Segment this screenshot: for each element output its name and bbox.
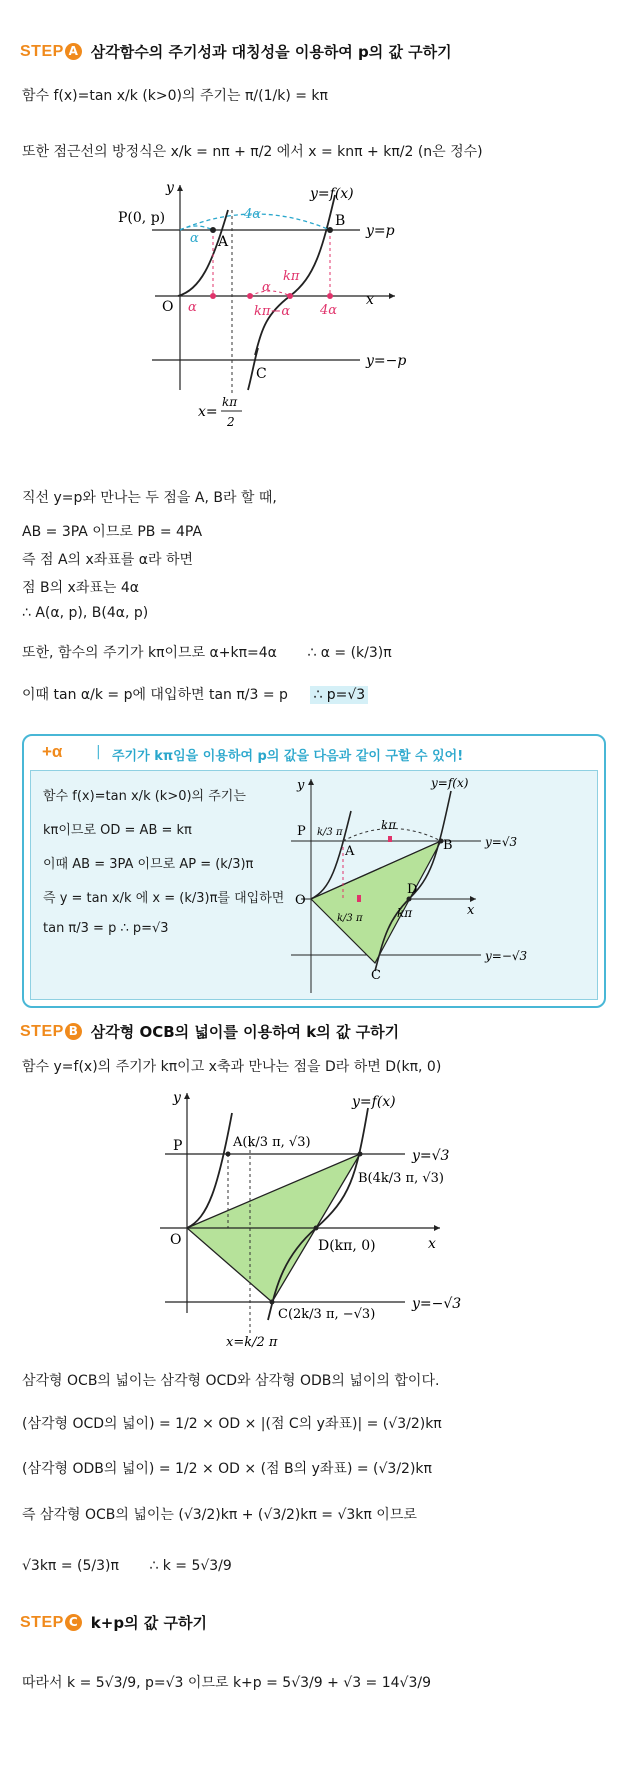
g1-alpha-top: α [190,231,199,246]
g1-kpi-pink: kπ [283,269,300,284]
g2-origin: O [295,893,306,908]
g2-line-ynegp: y=−√3 [485,949,528,963]
g1-origin: O [162,299,174,315]
g2-k3pi-top: k/3 π [317,827,343,838]
graph-1 [0,180,622,475]
g3-point-a: A(k/3 π, √3) [233,1135,311,1150]
step-a-line7: ∴ A(α, p), B(4α, p) [22,605,149,621]
g3-y-label: y [173,1090,181,1106]
g2-point-a: A [345,844,355,859]
step-b-line1: 함수 y=f(x)의 주기가 kπ이고 x축과 만나는 점을 D라 하면 D(kπ, 0) [22,1059,442,1075]
tip-body [30,770,598,1000]
step-letter: A [65,43,82,60]
step-a-line6: 점 B의 x좌표는 4α [22,580,139,596]
tip-l5: tan π/3 = p ∴ p=√3 [43,921,169,936]
step-badge: STEP [20,1613,64,1631]
step-a-line1: 함수 f(x)=tan x/k (k>0)의 주기는 π/(1/k) = kπ [22,88,328,104]
g3-asym: x=k/2 π [226,1335,278,1350]
step-title: 삼각형 OCB의 넓이를 이용하여 k의 값 구하기 [90,1023,400,1041]
g2-kpi-top: kπ [381,818,397,832]
g1-point-c: C [256,366,267,382]
step-a-line9 [22,684,368,704]
step-b-line6a: √3kπ = (5/3)π [22,1558,119,1574]
g1-alpha-pink: α [262,280,271,295]
step-a-line2: 또한 점근선의 방정식은 x/k = nπ + π/2 에서 x = knπ + kπ/2 (n은 정수) [22,144,483,160]
step-a-line8a: 또한, 함수의 주기가 kπ이므로 α+kπ=4α [22,645,277,661]
step-b-line6 [22,1558,232,1574]
step-b-line4: (삼각형 ODB의 넓이) = 1/2 × OD × (점 B의 y좌표) = (√3/2)kπ [22,1461,432,1477]
g1-kpi-minus-alpha: kπ−α [254,304,291,319]
tip-l4: 즉 y = tan x/k 에 x = (k/3)π를 대입하면 [43,891,285,906]
g1-asym-x: x= [198,404,218,420]
step-badge: STEP [20,42,64,60]
graph-2 [271,771,591,997]
step-a-line3: 직선 y=p와 만나는 두 점을 A, B라 할 때, [22,490,277,506]
step-c-line1: 따라서 k = 5√3/9, p=√3 이므로 k+p = 5√3/9 + √3 = 14√3/9 [22,1675,432,1691]
g3-point-p: P [173,1138,183,1154]
step-a-line4: AB = 3PA 이므로 PB = 4PA [22,524,203,540]
tip-l1: 함수 f(x)=tan x/k (k>0)의 주기는 [43,789,246,804]
g2-k3pi-bottom: k/3 π [337,913,363,924]
step-b-line6b: ∴ k = 5√3/9 [149,1558,232,1574]
g1-curve-label: y=f(x) [310,186,354,202]
step-letter: C [65,1614,82,1631]
g2-point-d: D [407,882,418,897]
g1-point-a: A [218,234,229,250]
g3-line-ynegp: y=−√3 [412,1296,462,1312]
tip-l3: 이때 AB = 3PA 이므로 AP = (k/3)π [43,857,254,872]
step-a-line5: 즉 점 A의 x좌표를 α라 하면 [22,552,194,568]
g2-point-b: B [443,838,453,853]
g2-point-p: P [297,824,306,839]
tip-header: +α | 주기가 kπ임을 이용하여 p의 값을 다음과 같이 구할 수 있어! [42,742,464,764]
tip-title: 주기가 kπ임을 이용하여 p의 값을 다음과 같이 구할 수 있어! [112,749,464,764]
g2-kpi-axis: kπ [397,906,413,920]
g1-x-label: x [366,292,374,308]
g3-x-label: x [428,1236,436,1252]
g1-line-ynegp: y=−p [366,353,407,369]
step-a-line9a: 이때 tan α/k = p에 대입하면 tan π/3 = p [22,687,288,703]
g2-line-yp: y=√3 [485,835,518,849]
g3-curve-label: y=f(x) [352,1094,396,1110]
plus-alpha-icon: +α [42,742,63,761]
step-b-line3: (삼각형 OCD의 넓이) = 1/2 × OD × |(점 C의 y좌표)| = (√3/2)kπ [22,1416,442,1432]
g1-point-p: P(0, p) [118,210,166,226]
g1-line-yp: y=p [366,223,395,239]
tip-box [22,734,606,1008]
step-a-answer-p: ∴ p=√3 [310,686,368,704]
graph-3 [0,1088,622,1353]
g1-asym-den: 2 [227,415,235,429]
g2-y-label: y [297,778,305,793]
g2-point-c: C [371,968,381,983]
g2-x-label: x [467,903,475,918]
step-title: 삼각함수의 주기성과 대칭성을 이용하여 p의 값 구하기 [90,43,452,61]
g3-line-yp: y=√3 [412,1148,450,1164]
g3-point-b: B(4k/3 π, √3) [358,1171,444,1186]
g1-asym-num: kπ [222,395,238,409]
g2-curve-label: y=f(x) [431,776,469,790]
g1-alpha-axis: α [188,300,197,315]
step-badge: STEP [20,1022,64,1040]
step-b-header [20,1021,399,1042]
step-letter: B [65,1023,82,1040]
step-b-line2: 삼각형 OCB의 넓이는 삼각형 OCD와 삼각형 ODB의 넓이의 합이다. [22,1373,440,1389]
g1-point-b: B [335,213,346,229]
step-a-header [20,41,452,62]
g3-point-d: D(kπ, 0) [318,1238,376,1254]
g3-point-c: C(2k/3 π, −√3) [278,1307,376,1322]
step-a-line8 [22,642,392,662]
g1-four-alpha-top: 4α [244,207,262,222]
g3-origin: O [170,1232,182,1248]
tip-l2: kπ이므로 OD = AB = kπ [43,823,192,838]
step-c-header [20,1612,207,1633]
step-title: k+p의 값 구하기 [90,1614,207,1632]
g1-four-alpha-axis: 4α [320,303,338,318]
step-b-line5: 즉 삼각형 OCB의 넓이는 (√3/2)kπ + (√3/2)kπ = √3kπ 이므로 [22,1507,417,1523]
g1-y-label: y [166,180,174,196]
step-a-line8b: ∴ α = (k/3)π [307,645,392,661]
